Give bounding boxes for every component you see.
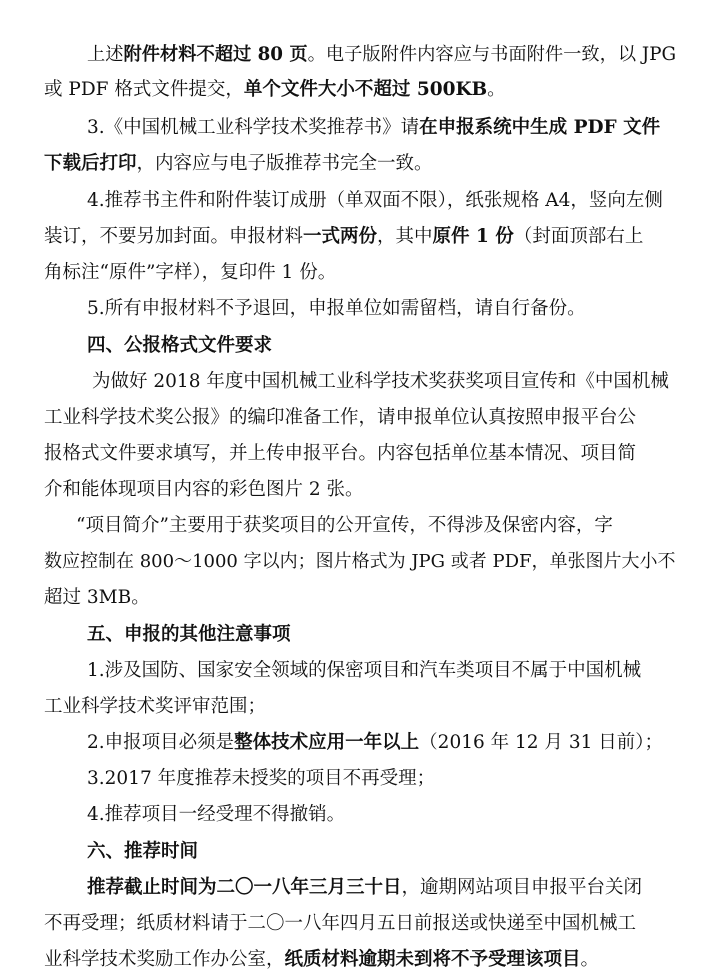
paragraph-line bbox=[87, 761, 677, 797]
paragraph-line bbox=[87, 110, 677, 146]
paragraph-line bbox=[76, 508, 680, 544]
text-run: 5.所有申报材料不予退回，申报单位如需留档，请自行备份。 bbox=[87, 298, 586, 319]
text-run: 或 PDF 格式文件提交， bbox=[44, 79, 244, 100]
paragraph-line bbox=[44, 580, 680, 616]
paragraph-line bbox=[87, 870, 677, 906]
section-heading bbox=[87, 617, 677, 653]
bold-text-run: 附件材料不超过 80 页 bbox=[123, 44, 308, 65]
text-run: 数应控制在 800～1000 字以内；图片格式为 JPG 或者 PDF，单张图片大小不 bbox=[44, 551, 676, 572]
text-run: 业科学技术奖励工作办公室， bbox=[44, 949, 285, 970]
text-run: 3.《中国机械工业科学技术奖推荐书》请 bbox=[87, 117, 420, 138]
paragraph-line bbox=[44, 689, 680, 725]
paragraph-line bbox=[44, 219, 680, 255]
bold-text-run: 推荐截止时间为二〇一八年三月三十日 bbox=[87, 877, 402, 898]
bold-text-run: 一式两份 bbox=[303, 226, 378, 247]
text-run: 。 bbox=[580, 949, 600, 970]
paragraph-line bbox=[44, 942, 680, 978]
text-run: （2016 年 12 月 31 日前）； bbox=[419, 732, 663, 753]
text-run: 为做好 2018 年度中国机械工业科学技术奖获奖项目宣传和《中国机械 bbox=[92, 371, 669, 392]
paragraph-line bbox=[87, 37, 677, 73]
paragraph-line bbox=[44, 472, 680, 508]
text-run: 角标注“原件”字样），复印件 1 份。 bbox=[44, 262, 337, 283]
text-run: 不再受理；纸质材料请于二〇一八年四月五日前报送或快递至中国机械工 bbox=[44, 913, 637, 934]
text-run: 4.推荐书主件和附件装订成册（单双面不限），纸张规格 A4，竖向左侧 bbox=[87, 190, 663, 211]
section-heading bbox=[87, 834, 677, 870]
section-heading bbox=[87, 328, 677, 364]
paragraph-line bbox=[44, 255, 680, 291]
paragraph-line bbox=[92, 364, 680, 400]
heading-text: 五、申报的其他注意事项 bbox=[87, 624, 291, 645]
text-run: ，其中 bbox=[377, 226, 433, 247]
text-run: 。 bbox=[487, 79, 506, 100]
paragraph-line bbox=[87, 291, 677, 327]
text-run: “项目简介”主要用于获奖项目的公开宣传，不得涉及保密内容，字 bbox=[76, 515, 613, 536]
text-run: 1.涉及国防、国家安全领域的保密项目和汽车类项目不属于中国机械 bbox=[87, 660, 642, 681]
paragraph-line bbox=[87, 797, 677, 833]
text-run: 。电子版附件内容应与书面附件一致，以 JPG bbox=[307, 44, 677, 65]
bold-text-run: 原件 1 份 bbox=[432, 226, 514, 247]
paragraph-line bbox=[87, 183, 677, 219]
bold-text-run: 下载后打印 bbox=[44, 153, 137, 174]
text-run: 4.推荐项目一经受理不得撤销。 bbox=[87, 804, 346, 825]
text-run: 介和能体现项目内容的彩色图片 2 张。 bbox=[44, 479, 364, 500]
paragraph-line bbox=[87, 653, 677, 689]
paragraph-line bbox=[44, 906, 680, 942]
text-run: 工业科学技术奖评审范围； bbox=[44, 696, 267, 717]
text-run: 报格式文件要求填写，并上传申报平台。内容包括单位基本情况、项目简 bbox=[44, 443, 637, 464]
bold-text-run: 在申报系统中生成 PDF 文件 bbox=[419, 117, 661, 138]
paragraph-line bbox=[44, 400, 680, 436]
text-run: （封面顶部右上 bbox=[513, 226, 644, 247]
paragraph-line bbox=[44, 72, 680, 108]
text-run: 2.申报项目必须是 bbox=[87, 732, 235, 753]
paragraph-line bbox=[44, 436, 680, 472]
bold-text-run: 纸质材料逾期未到将不予受理该项目 bbox=[284, 949, 581, 970]
bold-text-run: 整体技术应用一年以上 bbox=[234, 732, 420, 753]
paragraph-line bbox=[87, 725, 677, 761]
text-run: 超过 3MB。 bbox=[44, 587, 150, 608]
bold-text-run: 单个文件大小不超过 500KB bbox=[243, 79, 488, 100]
text-run: 3.2017 年度推荐未授奖的项目不再受理； bbox=[87, 768, 436, 789]
text-run: 工业科学技术奖公报》的编印准备工作，请申报单位认真按照申报平台公 bbox=[44, 407, 637, 428]
heading-text: 六、推荐时间 bbox=[87, 841, 199, 862]
paragraph-line bbox=[44, 544, 680, 580]
text-run: 上述 bbox=[87, 44, 124, 65]
text-run: ，逾期网站项目申报平台关闭 bbox=[401, 877, 643, 898]
heading-text: 四、公报格式文件要求 bbox=[87, 335, 273, 356]
text-run: ，内容应与电子版推荐书完全一致。 bbox=[136, 153, 433, 174]
paragraph-line bbox=[44, 146, 680, 182]
text-run: 装订，不要另加封面。申报材料 bbox=[44, 226, 304, 247]
